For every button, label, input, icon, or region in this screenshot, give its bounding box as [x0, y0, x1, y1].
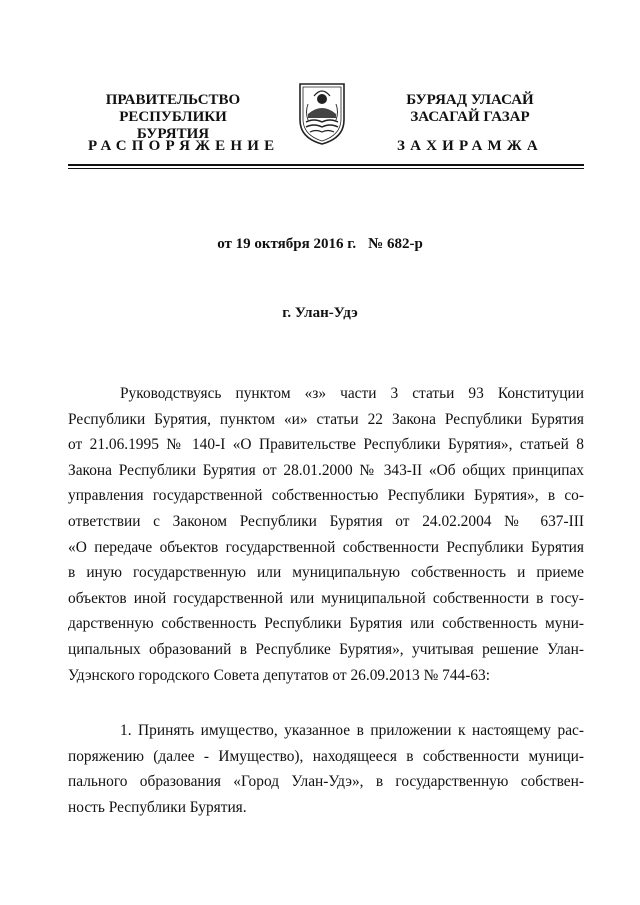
- text-line: в иную государственную или муниципальную собственность и приеме: [68, 564, 584, 582]
- text-line: поряжению (далее - Имущество), находящееся в собственности муници-: [68, 747, 584, 765]
- header-rule-thick: [68, 164, 584, 166]
- issuer-name-ru-line1: ПРАВИТЕЛЬСТВО: [105, 92, 241, 108]
- issuer-name-ru-line2: РЕСПУБЛИКИ БУРЯТИЯ: [119, 109, 227, 142]
- text-line: от 21.06.1995 № 140-I «О Правительстве Республики Бурятия», статьей 8: [68, 436, 584, 454]
- text-line: ответствии с Законом Республики Бурятия от 24.02.2004 № 637-III: [68, 512, 584, 530]
- coat-of-arms-icon: [296, 80, 348, 146]
- doctype-bua: ЗАХИРАМЖА: [397, 138, 543, 154]
- text-line: ность Республики Бурятия.: [68, 798, 247, 816]
- paragraph-item-1: [68, 718, 584, 820]
- issuer-name-bua-line2: ЗАСАГАЙ ГАЗАР: [410, 109, 530, 125]
- header-rule-thin: [68, 168, 584, 169]
- document-number: № 682-р: [368, 236, 423, 252]
- text-line: Удэнского городского Совета депутатов от 26.09.2013 № 744-63:: [68, 666, 490, 684]
- text-line: 1. Принять имущество, указанное в приложении к настоящему рас-: [120, 722, 584, 739]
- issuer-name-bua-line1: БУРЯАД УЛАСАЙ: [406, 92, 534, 108]
- text-line: объектов иной государственной или муниципальной собственности в госу-: [68, 589, 584, 607]
- text-line: Закона Республики Бурятия от 28.01.2000 № 343-II «Об общих принципах: [68, 461, 584, 479]
- document-date-line: [0, 236, 640, 253]
- text-line: Республики Бурятия, пунктом «и» статьи 22 Закона Республики Бурятия: [68, 410, 584, 428]
- text-line: Руководствуясь пунктом «з» части 3 статьи 93 Конституции: [120, 385, 584, 402]
- document-city: г. Улан-Удэ: [282, 305, 358, 321]
- text-line: дарственную собственность Республики Бурятия или собственность муни-: [68, 615, 584, 633]
- text-line: пального образования «Город Улан-Удэ», в государственную собствен-: [68, 773, 584, 791]
- header-left: [88, 92, 258, 143]
- document-date: от 19 октября 2016 г.: [217, 236, 357, 252]
- text-line: управления государственной собственностью Республики Бурятия», в со-: [68, 487, 584, 505]
- text-line: «О передаче объектов государственной собственности Республики Бурятия: [68, 538, 584, 556]
- doctype-ru: РАСПОРЯЖЕНИЕ: [88, 138, 280, 154]
- header-right: [385, 92, 555, 126]
- paragraph-preamble: [68, 381, 584, 688]
- text-line: ципальных образований в Республике Бурятия», учитывая решение Улан-: [68, 640, 584, 658]
